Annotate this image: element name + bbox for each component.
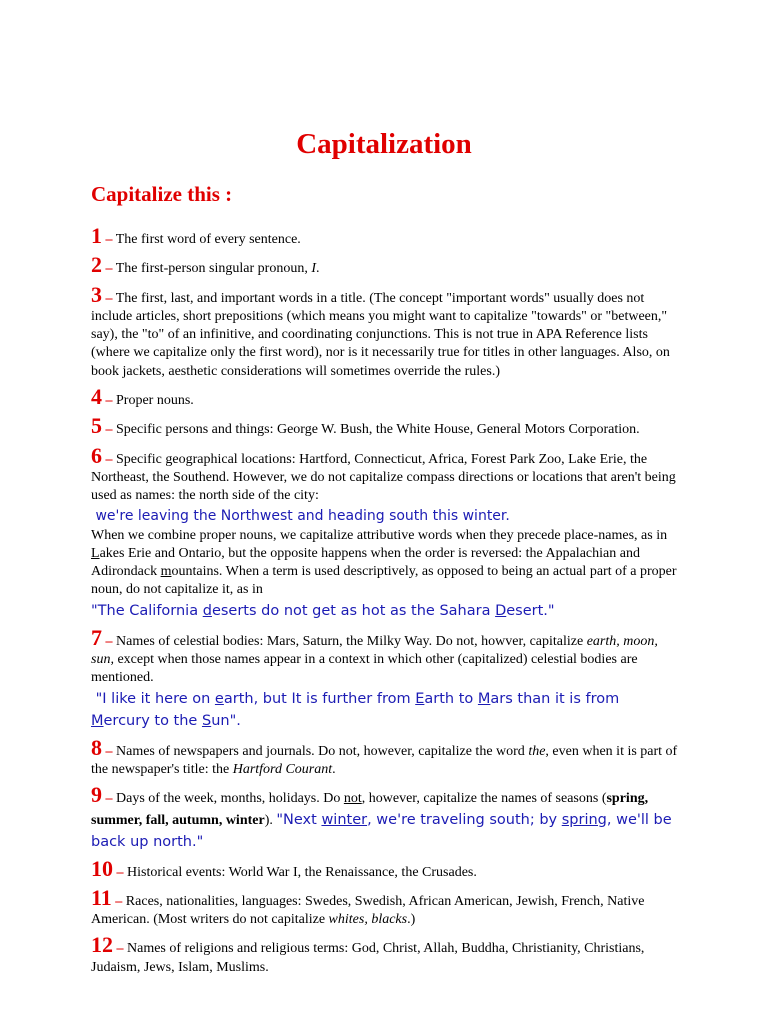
rule-dash: –	[116, 864, 124, 880]
rule-6	[91, 442, 681, 622]
rule-number: 10	[91, 855, 113, 881]
rule-5	[91, 413, 681, 439]
rule-dash: –	[105, 393, 113, 409]
rule-text-end: .)	[407, 912, 416, 928]
rule-12	[91, 932, 681, 977]
rule-dash: –	[105, 232, 113, 247]
rule-text: Names of newspapers and journals. Do not, however, capitalize the word	[116, 743, 525, 759]
rule-number: 9	[91, 782, 102, 808]
rule-dash: –	[105, 633, 113, 649]
rule-italic: the	[528, 743, 546, 759]
rule-text: Specific persons and things: George W. Bush, the White House, General Motors Corporation.	[116, 422, 640, 438]
rule-7	[91, 624, 681, 732]
rule-text-end: .	[316, 261, 320, 277]
rule-dash: –	[105, 743, 113, 759]
rule-dash: –	[105, 422, 113, 438]
rule-dash: –	[116, 941, 124, 957]
rule-number: 11	[91, 884, 112, 910]
rule-italic: earth, moon, sun,	[91, 633, 658, 668]
example-sentence: "Next winter, we're traveling south; by spring, we'll be back up north."	[91, 811, 672, 850]
rule-text: The first word of every sentence.	[115, 232, 301, 247]
rule-2	[91, 252, 681, 278]
rule-number: 2	[91, 252, 102, 278]
rule-dash: –	[115, 893, 123, 909]
rule-dash: –	[105, 261, 113, 277]
rule-number: 8	[91, 734, 102, 760]
example-sentence: "I like it here on earth, but It is further from Earth to Mars than it is from Mercury to the Sun".	[91, 690, 620, 729]
rule-text: Races, nationalities, languages: Swedes, Swedish, African American, Jewish, French, Native American. (Most writers do not capitalize	[91, 893, 645, 928]
rule-italic: Hartford Courant	[232, 761, 333, 777]
rule-text: The first-person singular pronoun,	[115, 261, 308, 277]
rule-text: Names of celestial bodies: Mars, Saturn, the Milky Way. Do not, howver, capitalize	[116, 633, 584, 649]
rule-dash: –	[105, 290, 113, 306]
rule-number: 12	[91, 932, 113, 958]
example-sentence: "The California deserts do not get as hot as the Sahara Desert."	[91, 602, 555, 619]
rule-number: 6	[91, 442, 102, 468]
rule-text-end: .	[332, 761, 336, 777]
rule-text: Historical events: World War I, the Renaissance, the Crusades.	[127, 864, 477, 880]
rule-1	[91, 223, 681, 249]
rule-number: 1	[91, 223, 102, 248]
section-heading: Capitalize this :	[91, 182, 233, 206]
rule-dash: –	[105, 791, 113, 807]
rule-text: Proper nouns.	[116, 393, 194, 409]
rule-number: 7	[91, 624, 102, 650]
example-sentence: we're leaving the Northwest and heading south this winter.	[95, 507, 510, 524]
rule-number: 3	[91, 281, 102, 307]
rule-number: 4	[91, 384, 102, 410]
rule-4	[91, 384, 681, 410]
rule-9	[91, 782, 681, 852]
rule-italic: I	[311, 261, 316, 277]
rule-text: Days of the week, months, holidays. Do not, however, capitalize the names of seasons (spring, summer, fall, autumn, winter).	[91, 791, 649, 828]
rule-dash: –	[105, 451, 113, 467]
rule-text-continued: , even when it is part of the newspaper's title: the	[91, 743, 678, 777]
rules-list	[91, 223, 681, 984]
rule-italic: whites, blacks	[328, 912, 408, 928]
rule-text-continued: When we combine proper nouns, we capitalize attributive words when they precede place-names, as in Lakes Erie and Ontario, but the opposite happens when the order is reversed: the Appalachian and Adirondack mountains. When a term is used descriptively, as opposed to being an actual part of a proper noun, do not capitalize it, as in	[91, 527, 677, 598]
rule-3	[91, 281, 681, 381]
rule-text-continued: except when those names appear in a context in which other (capitalized) celestial bodies are mentioned.	[91, 652, 638, 686]
rule-10	[91, 855, 681, 882]
page-title: Capitalization	[296, 128, 472, 160]
rule-text: Names of religions and religious terms: God, Christ, Allah, Buddha, Christianity, Christians, Judaism, Jews, Islam, Muslims.	[91, 941, 645, 975]
rule-text: The first, last, and important words in a title. (The concept "important words" usually does not include articles, short prepositions (which means you might want to capitalize "towards" or "between," say), the "to" of an infinitive, and coordinating conjunctions. This is not true in APA Reference lists (where we capitalize only the first word), nor is it necessarily true for titles in other languages. Also, on book jackets, aesthetic considerations will sometimes override the rules.)	[91, 290, 670, 379]
rule-number: 5	[91, 413, 102, 439]
rule-8	[91, 734, 681, 780]
rule-text: Specific geographical locations: Hartford, Connecticut, Africa, Forest Park Zoo, Lake Erie, the Northeast, the Southend. However, we do not capitalize compass directions or locations that aren't being used as names: the north side of the city:	[91, 451, 676, 504]
rule-11	[91, 884, 681, 930]
